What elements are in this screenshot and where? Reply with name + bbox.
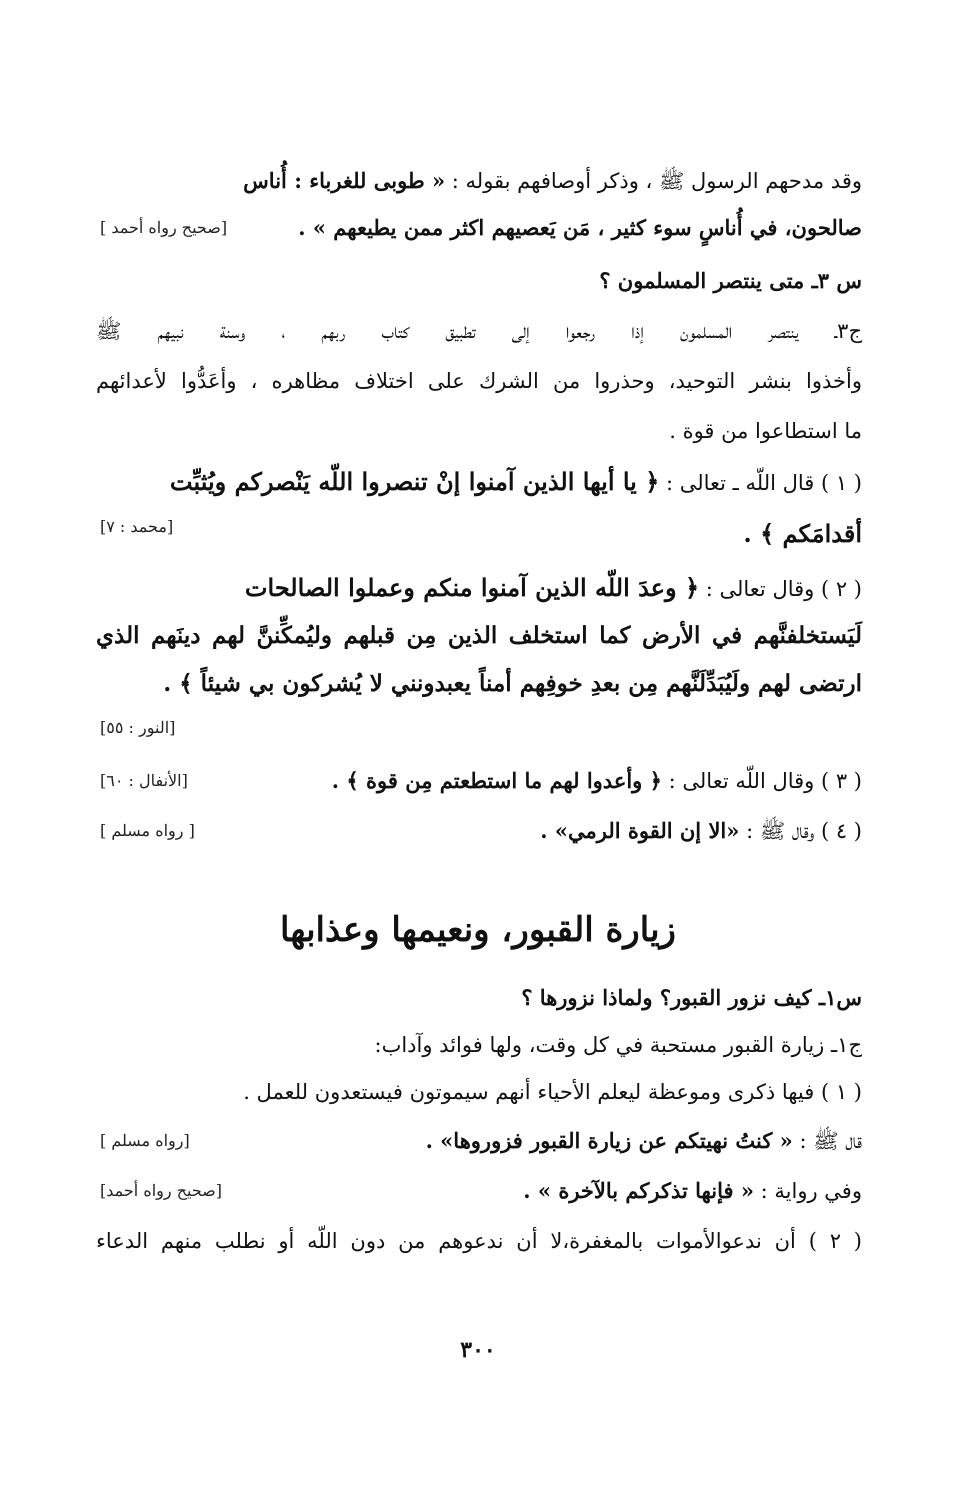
verse-text: ﴿ وعدَ اللّه الذين آمنوا منكم وعملوا الصالحات <box>244 573 700 602</box>
hadith-quote: « طوبى للغرباء : أُناس <box>243 168 446 193</box>
answer-line: ج١ـ زيارة القبور مستحبة في كل وقت، ولها فوائد وآداب: <box>374 1033 862 1057</box>
evidence-line <box>96 816 862 846</box>
paragraph-text: وقد مدحهم الرسول ﷺ ، وذكر أوصافهم بقوله : <box>445 169 862 193</box>
hadith-quote: « فإنها تذكركم بالآخرة » . <box>523 1178 754 1203</box>
source-reference: [النور : ٥٥] <box>100 718 176 737</box>
verse-text: أقدامَكم ﴾ . <box>743 519 862 548</box>
answer-line: ما استطاعوا من قوة . <box>669 419 862 443</box>
answer-line: ج٣ـ ينتصر المسلمون إذا رجعوا إلى تطبيق كتاب ربهم ، وسنة نبيهم ﷺ <box>96 319 862 343</box>
evidence-line <box>96 514 862 554</box>
evidence-line <box>96 462 862 502</box>
source-reference: [محمد : ٧] <box>100 517 174 536</box>
hadith-quote: « كنتُ نهيتكم عن زيارة القبور فزوروها» . <box>425 1128 793 1153</box>
question-heading: س١ـ كيف نزور القبور؟ ولماذا نزورها ؟ <box>521 985 862 1010</box>
answer-line: وأخذوا بنشر التوحيد، وحذروا من الشرك على اختلاف مظاهره ، وأعَدُّوا لأعدائهم <box>96 369 862 393</box>
source-reference: [ رواه مسلم ] <box>100 821 195 840</box>
answer-line: ( ٢ ) أن ندعوالأموات بالمغفرة،لا أن ندعوهم من دون اللّه أو نطلب منهم الدعاء <box>96 1229 862 1253</box>
hadith-quote: صالحون، في أُناسٍ سوء كثير ، مَن يَعصيهم اكثر ممن يطيعهم » . <box>298 215 862 240</box>
page-number: ٣٠٠ <box>460 1337 496 1363</box>
source-reference: [رواه مسلم ] <box>100 1131 190 1150</box>
question-heading: س ٣ـ متى ينتصر المسلمون ؟ <box>599 268 862 293</box>
evidence-prefix: ( ٢ ) وقال تعالى : <box>705 577 862 601</box>
evidence-prefix: ( ٣ ) وقال اللّه تعالى : <box>668 769 862 793</box>
source-reference: [صحيح رواه أحمد ] <box>100 218 228 237</box>
verse-text: لَيَستخلفنَّهم في الأرض كما استخلف الذين مِن قبلهم وليُمكِّننَّ لهم دينَهم الذي <box>96 622 862 649</box>
verse-text: ارتضى لهم ولَيُبَدِّلَنَّهم مِن بعدِ خوفِهم أمناً يعبدونني لا يُشركون بي شيئاً ﴾ . <box>163 670 862 697</box>
evidence-line <box>96 568 862 608</box>
hadith-prefix: وفي رواية : <box>760 1179 862 1203</box>
verse-text: ﴿ يا أيها الذين آمنوا إنْ تنصروا اللّه يَنْصركم ويُثبِّت <box>169 467 660 496</box>
verse-text: ﴿ وأعدوا لهم ما استطعتم مِن قوة ﴾ . <box>331 768 662 793</box>
answer-line: ( ١ ) فيها ذكرى وموعظة ليعلم الأحياء أنهم سيموتون فيستعدون للعمل . <box>243 1080 862 1104</box>
evidence-line <box>96 766 862 796</box>
hadith-prefix: قال ﷺ : <box>799 1129 862 1153</box>
paragraph-line <box>96 166 862 196</box>
evidence-prefix: ( ٤ ) وقال ﷺ : <box>746 819 862 843</box>
evidence-prefix: ( ١ ) قال اللّه ـ تعالى : <box>665 471 862 495</box>
hadith-line <box>96 1126 862 1156</box>
hadith-quote: «الا إن القوة الرمي» . <box>540 818 740 843</box>
section-heading: زيارة القبور، ونعيمها وعذابها <box>280 910 676 950</box>
source-reference: [الأنفال : ٦٠] <box>100 771 188 790</box>
source-reference: [صحيح رواه أحمد] <box>100 1181 222 1200</box>
